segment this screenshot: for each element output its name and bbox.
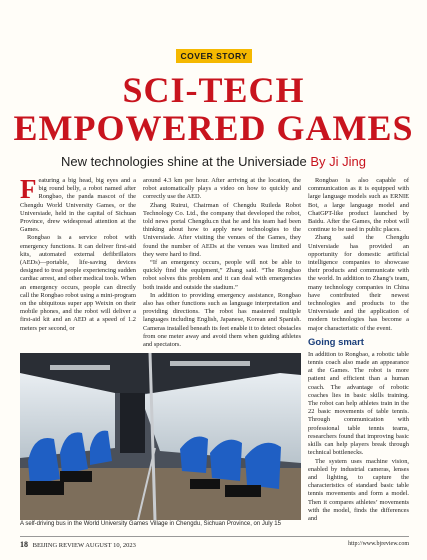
paragraph: The system uses machine vision, enabled by industrial cameras, lenses and lighting, to capture the characteristics of standard basic table tennis movements and form a model. Then it compares athletes’ movements with the model, finds the differences and [308,457,409,522]
article-column-2 [143,177,301,349]
byline: By Ji Jing [310,154,366,169]
footer-left [20,540,136,549]
bus-interior-photo [20,353,301,520]
article-column-1 [20,177,136,349]
paragraph: In addition to providing emergency assistance, Rongbao also has other functions such as language interpretation and providing directions. The robot has mastered multiple languages including English, Japanese, Korean and Spanish. Cameras installed beneath its feet enable it to detect obstacles from one meter away and avoid them when guiding athletes and spectators. [143,291,301,349]
issue-info: BEIJING REVIEW AUGUST 10, 2023 [32,542,136,549]
photo-caption: A self-driving bus in the World University Games Village in Chengdu, Sichuan Province, on July 15 [20,521,281,527]
paragraph: “If an emergency occurs, people will not be able to quickly find the equipment,” Zhang said. “The Rongbao robot solves this problem and it can deal with emergencies both inside and outside the stadium.” [143,259,301,291]
paragraph [20,177,136,234]
paragraph: Rongbao is a service robot with emergency functions. It can deliver first-aid kits, automated external defibrillators (AEDs)—portable, life-saving devices designed to treat people experiencing sudden cardiac arrest, and other medical tools. When an emergency occurs, people can directly call the Rongbao robot using a mini-program on the ubiquitous super app Weixin on their mobile phones, and the robot will deliver a first-aid kit and an AED at a speed of 1.2 meters per second, or [20,234,136,332]
subtitle-text: New technologies shine at the Universiade [61,154,307,169]
footer-rule [20,536,409,537]
section-heading: Going smart [308,336,364,348]
paragraph: Zhang Ruirui, Chairman of Chengdu Ruileda Robot Technology Co. Ltd., the company that developed the robot, told news portal Chengdu.cn that he and his team had been thinking about how to apply new technologies to the Universiade. After visiting the venues of the Games, they found the number of AEDs at the venues was limited and they were hard to find. [143,201,301,258]
drop-cap: F [20,177,37,204]
paragraph: Zhang said the Chengdu Universiade has provided an opportunity for domestic artificial intelligence companies to showcase their products and communicate with the world. In addition to Zhang’s team, many technology companies in China have contributed their newest technologies and products to the Universiade and the application of modern technologies has become a major characteristic of the event. [308,234,409,332]
paragraph: In addition to Rongbao, a robotic table tennis coach also made an appearance at the Games. The robot is more patient and efficient than a human coach. The advantage of robotic coaches lies in basic skills training. The robot can help athletes train in the 22 basic movements of table tennis. Through communication with professional table tennis teams, researchers found that improving basic skills can help players break through technical bottlenecks. [308,350,409,457]
section-tag: COVER STORY [176,49,252,63]
footer-url: http://www.bjreview.com [348,541,409,547]
bus-interior-illustration [20,353,301,520]
paragraph: around 4.3 km per hour. After arriving at the location, the robot automatically plays a video on how to quickly and correctly use the AED. [143,177,301,201]
page-number: 18 [20,540,28,549]
headline-line-2: EMPOWERED GAMES [13,108,414,148]
subtitle [0,154,427,169]
headline-line-1: SCI-TECH [122,70,305,110]
paragraph: Rongbao is also capable of communication as it is equipped with large language models such as ERNIE Bot, a large language model and ChatGPT-like product launched by Baidu. After the Games, the robot will continue to be used in public places. [308,177,409,234]
paragraph-text: eaturing a big head, big eyes and a big round belly, a robot named after Rongbao, the panda mascot of the Chengdu World University Games, or the Universiade, held in the capital of Sichuan Province, drew widespread attention at the Games. [20,177,136,234]
article-column-3 [308,177,409,537]
